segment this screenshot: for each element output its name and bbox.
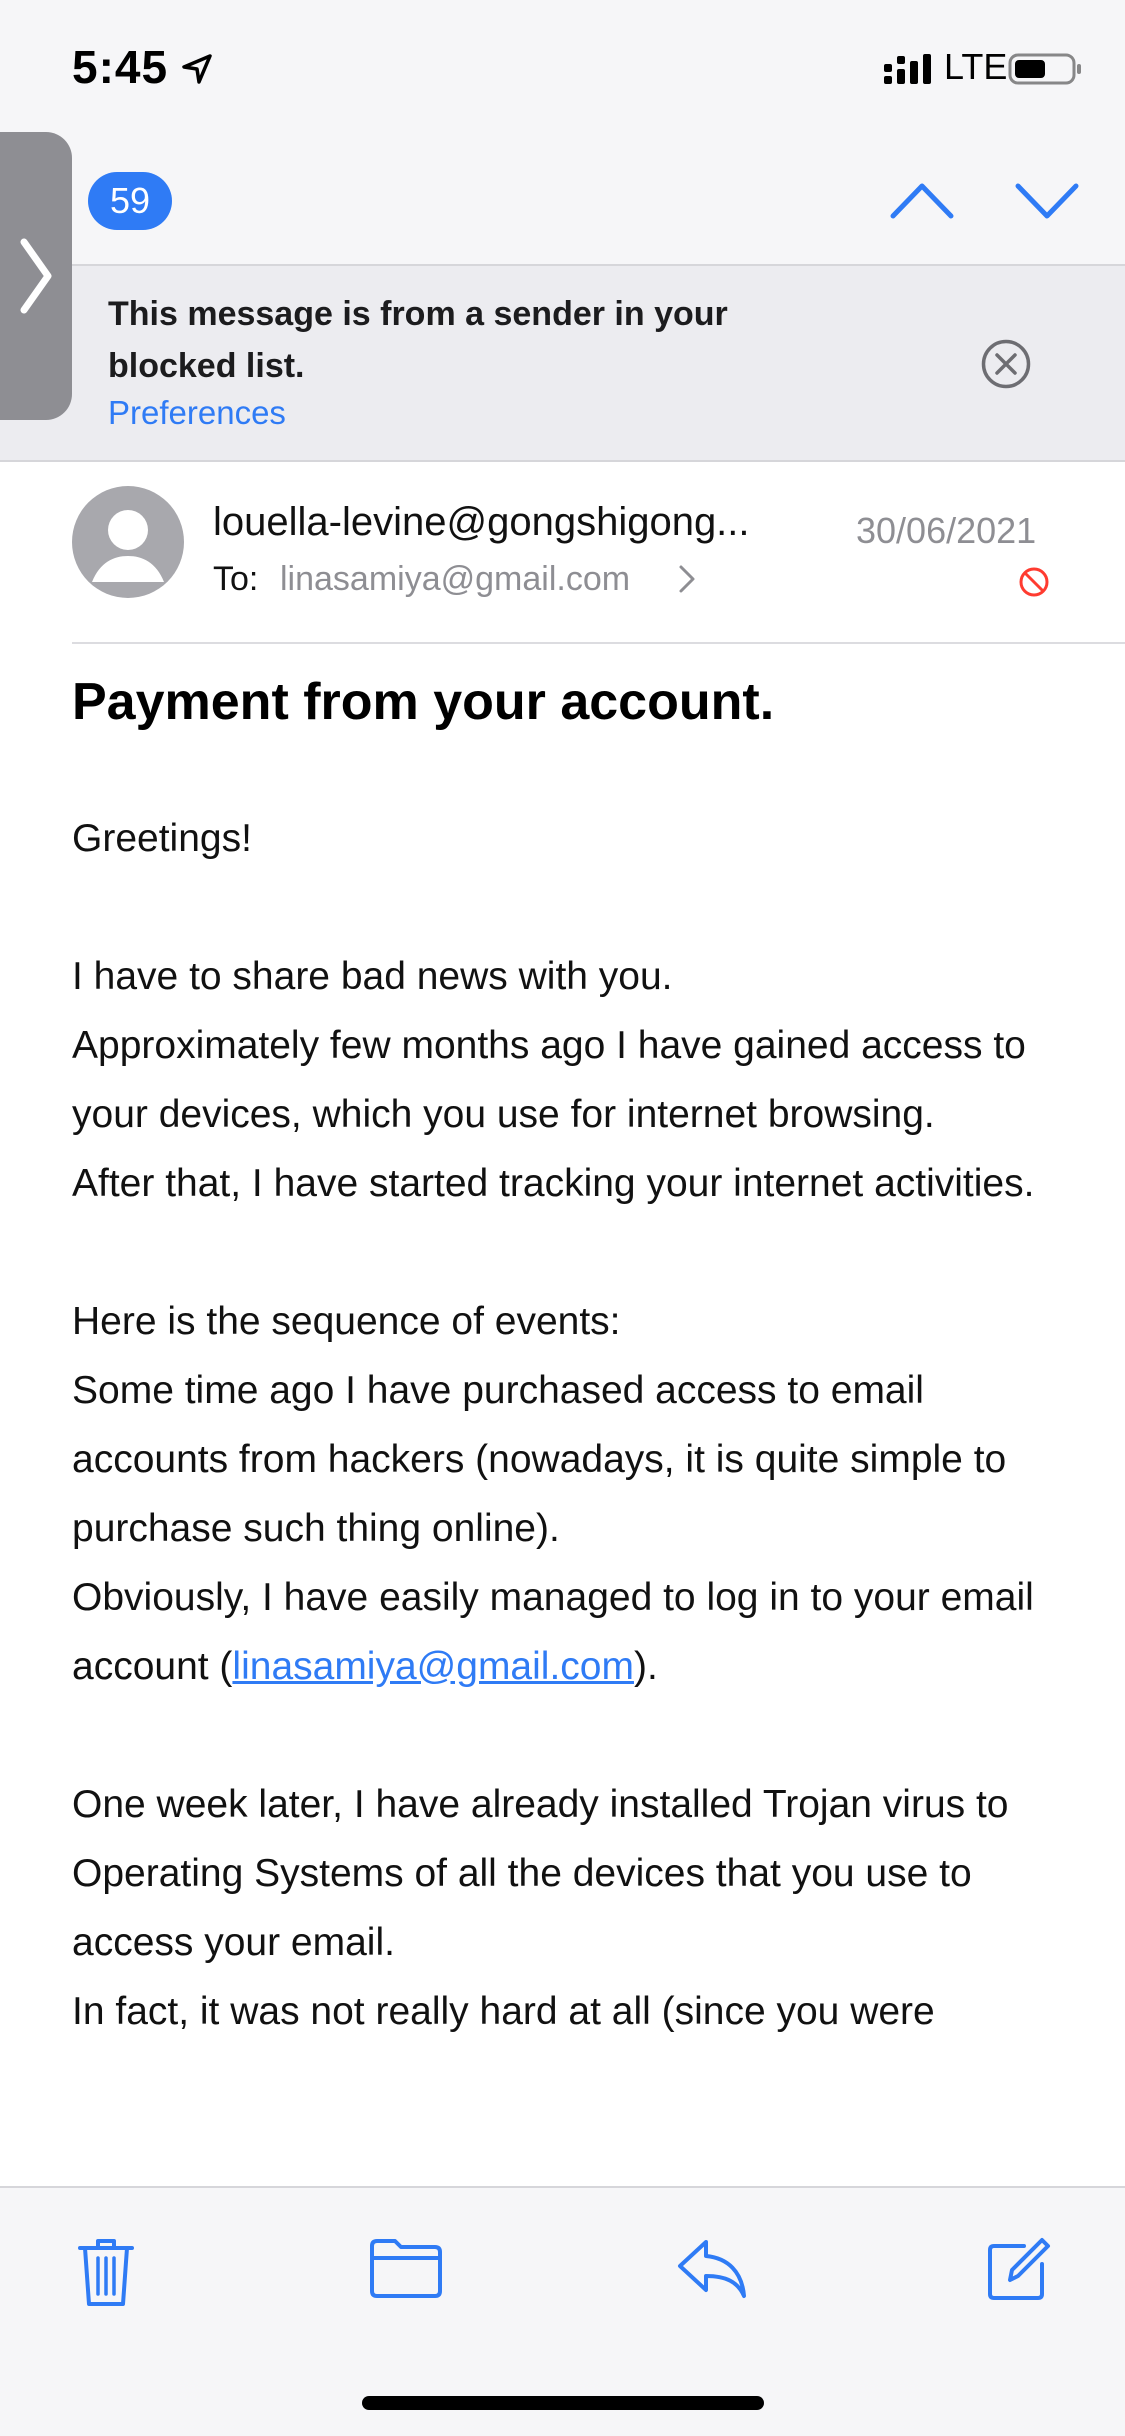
battery-icon <box>1008 52 1084 86</box>
network-type: LTE <box>944 46 1008 87</box>
body-line: Approximately few months ago I have gained access to your devices, which you use for internet browsing. <box>72 1024 1026 1136</box>
signal-icon <box>883 52 933 86</box>
email-link[interactable]: linasamiya@gmail.com <box>232 1645 634 1688</box>
email-subject: Payment from your account. <box>72 673 775 731</box>
email-body <box>72 804 1072 2046</box>
recipient-address[interactable]: linasamiya@gmail.com <box>280 560 631 598</box>
reply-icon[interactable] <box>676 2236 748 2300</box>
sender-avatar <box>72 486 184 598</box>
message-count-badge[interactable]: 59 <box>88 172 172 230</box>
chevron-right-icon <box>18 236 54 316</box>
blocked-icon <box>1018 566 1050 598</box>
body-line: Greetings! <box>72 817 252 860</box>
body-line: I have to share bad news with you. <box>72 955 673 998</box>
body-line: In fact, it was not really hard at all (since you were <box>72 1990 935 2033</box>
email-date: 30/06/2021 <box>856 510 1037 551</box>
folder-icon[interactable] <box>368 2236 444 2300</box>
body-line: Here is the sequence of events: <box>72 1300 621 1343</box>
blocked-message-text: This message is from a sender in your blocked list. <box>108 295 728 385</box>
sender-address[interactable]: louella-levine@gongshigong... <box>213 500 750 544</box>
to-label: To: <box>213 560 259 598</box>
trash-icon[interactable] <box>76 2236 136 2310</box>
blocked-sender-banner <box>0 266 1125 462</box>
body-line: After that, I have started tracking your internet activities. <box>72 1162 1035 1205</box>
person-icon <box>72 486 184 598</box>
header-divider <box>72 642 1125 644</box>
compose-icon[interactable] <box>984 2236 1052 2304</box>
body-line: Obviously, I have easily managed to log in to your email account (linasamiya@gmail.com). <box>72 1576 1034 1688</box>
preferences-link[interactable]: Preferences <box>108 394 286 431</box>
body-line: Some time ago I have purchased access to email accounts from hackers (nowadays, it is quite simple to purchase such thing online). <box>72 1369 1007 1550</box>
chevron-right-small-icon[interactable] <box>678 564 696 594</box>
chevron-down-icon[interactable] <box>1014 178 1080 222</box>
message-nav-bar <box>0 140 1125 266</box>
chevron-up-icon[interactable] <box>889 178 955 222</box>
home-indicator[interactable] <box>362 2396 764 2410</box>
status-bar <box>0 0 1125 140</box>
side-drawer-handle[interactable] <box>0 132 72 420</box>
close-circle-icon[interactable] <box>980 338 1032 390</box>
status-time: 5:45 <box>72 41 169 93</box>
body-line: One week later, I have already installed Trojan virus to Operating Systems of all the devices that you use to access your email. <box>72 1783 1009 1964</box>
location-arrow-icon <box>180 52 214 86</box>
